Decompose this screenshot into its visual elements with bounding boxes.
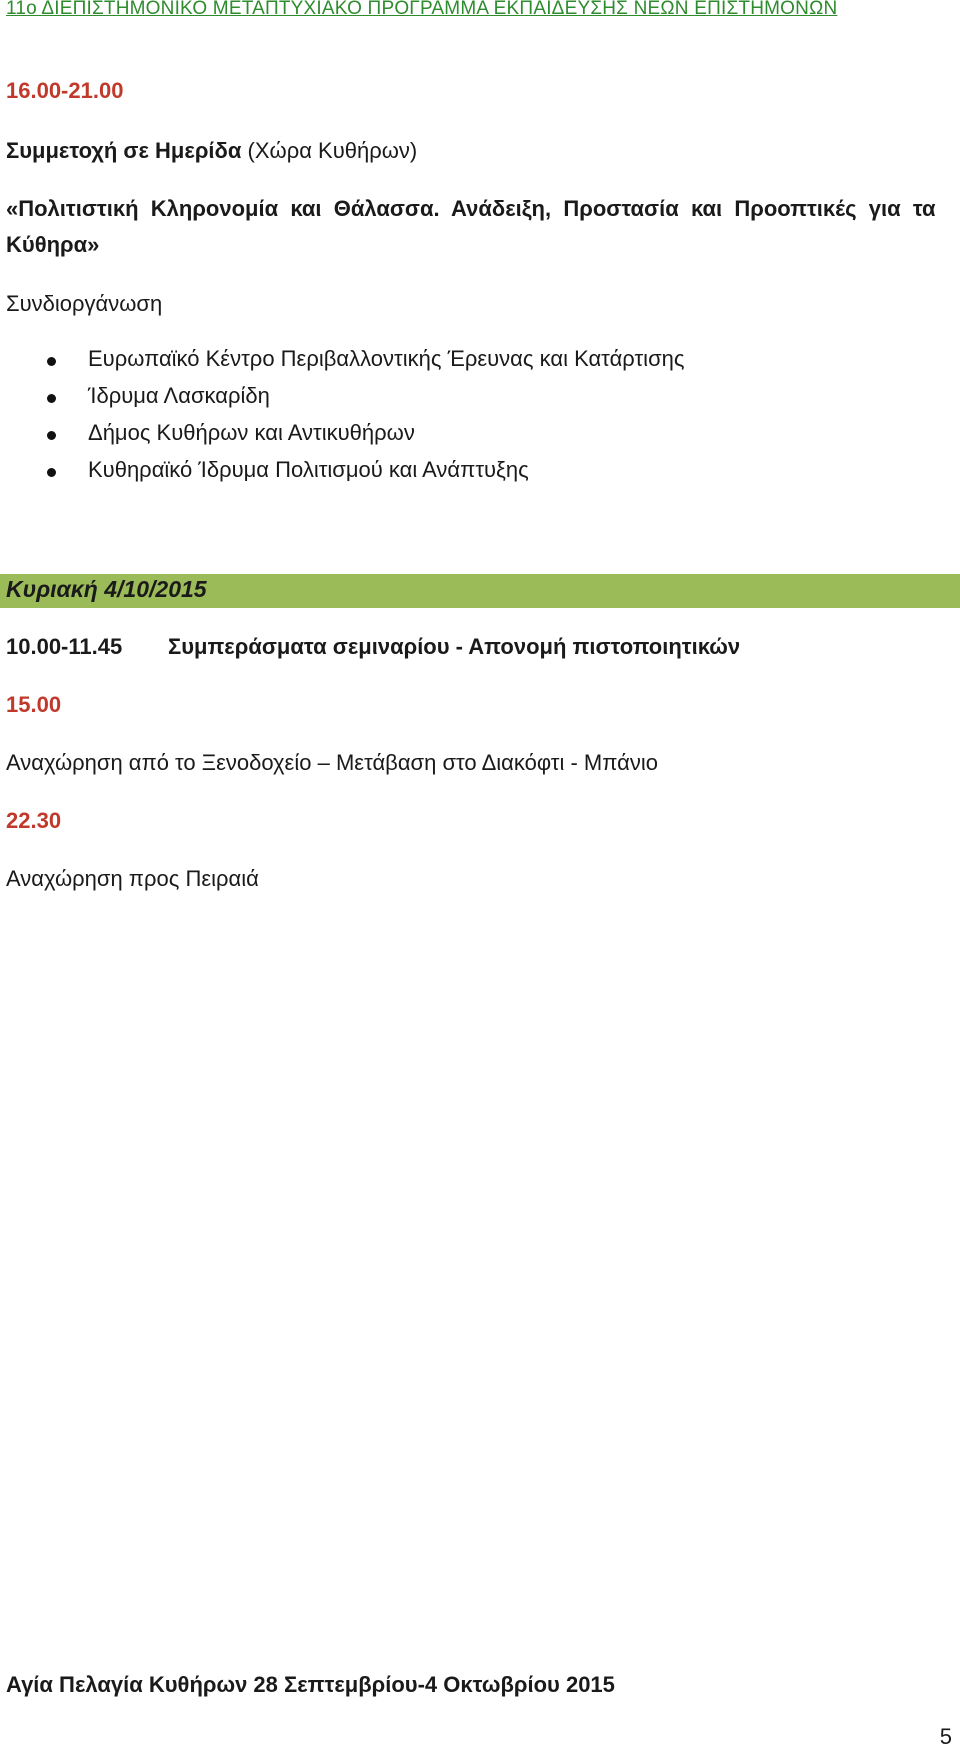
session-time: 16.00-21.00 [6,78,124,103]
bullet-icon [47,394,56,403]
list-item: Κυθηραϊκό Ίδρυμα Πολιτισμού και Ανάπτυξης [0,457,684,494]
list-item: Ίδρυμα Λασκαρίδη [0,383,684,420]
schedule-activity: Αναχώρηση προς Πειραιά [6,866,259,891]
event-title-line2: Κύθηρα» [6,232,100,257]
schedule-activity: Αναχώρηση από το Ξενοδοχείο – Μετάβαση στο Διακόφτι - Μπάνιο [6,750,658,775]
event-place: (Χώρα Κυθήρων) [241,138,418,163]
event-name: Συμμετοχή σε Ημερίδα [6,138,242,163]
list-item: Ευρωπαϊκό Κέντρο Περιβαλλοντικής Έρευνας και Κατάρτισης [0,346,684,383]
schedule-time: 10.00-11.45 [6,634,123,659]
footer-text: Αγία Πελαγία Κυθήρων 28 Σεπτεμβρίου-4 Οκτωβρίου 2015 [6,1672,615,1697]
event-line [6,138,417,164]
schedule-time: 22.30 [6,808,62,833]
day-banner [0,574,960,608]
page-number: 5 [939,1724,952,1749]
coorganization-label: Συνδιοργάνωση [6,291,163,316]
organizers-list [0,346,684,494]
schedule-activity: Συμπεράσματα σεμιναρίου - Απονομή πιστοποιητικών [168,634,741,659]
document-header: 11ο ΔΙΕΠΙΣΤΗΜΟΝΙΚΟ ΜΕΤΑΠΤΥΧΙΑΚΟ ΠΡΟΓΡΑΜΜΑ ΕΚΠΑΙΔΕΥΣΗΣ ΝΕΩΝ ΕΠΙΣΤΗΜΟΝΩΝ [6,0,838,19]
day-label: Κυριακή 4/10/2015 [6,576,207,602]
bullet-icon [47,468,56,477]
list-item: Δήμος Κυθήρων και Αντικυθήρων [0,420,684,457]
event-title-line1: «Πολιτιστική Κληρονομία και Θάλασσα. Ανάδειξη, Προστασία και Προοπτικές για τα [6,196,936,221]
schedule-time: 15.00 [6,692,62,717]
bullet-icon [47,357,56,366]
bullet-icon [47,431,56,440]
